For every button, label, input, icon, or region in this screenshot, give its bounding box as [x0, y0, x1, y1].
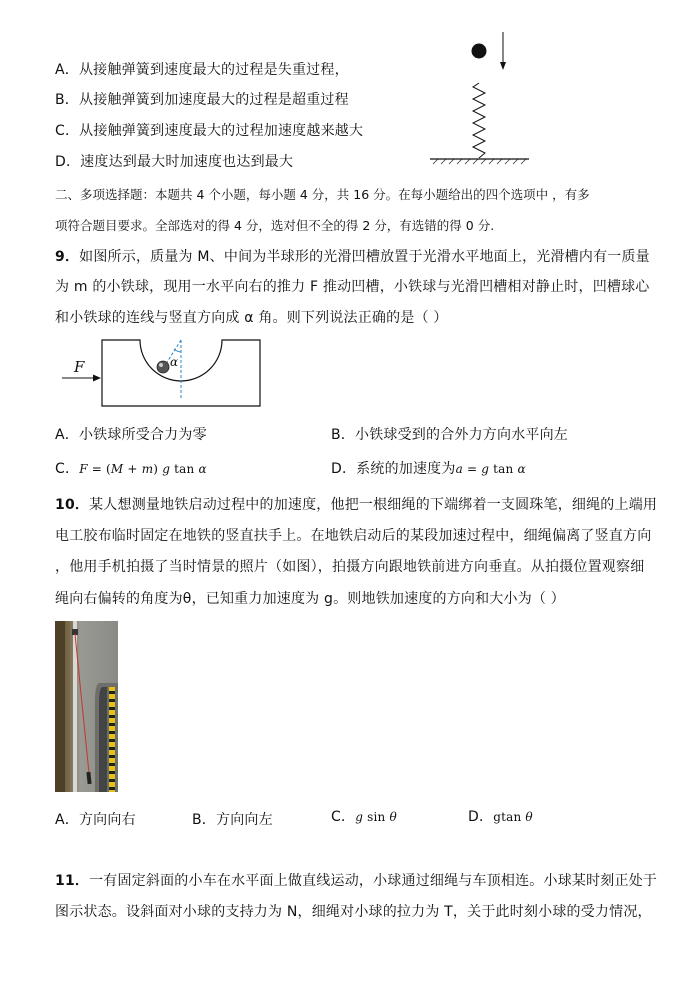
section-2-line-2: 项符合题目要求。全部选对的得 4 分，选对但不全的得 2 分，有选错的得 0 分. — [55, 218, 495, 233]
q11-line-1 — [55, 870, 657, 890]
q10-line-3: ，他用手机拍摄了当时情景的照片（如图），拍摄方向跟地铁前进方向垂直。从拍摄位置观察细 — [55, 559, 645, 575]
q10-option-b: B．方向向左 — [192, 812, 273, 828]
section-2-line-1: 二、多项选择题：本题共 4 个小题，每小题 4 分，共 16 分。在每小题给出的四个选项中 ，有多 — [55, 187, 590, 202]
q8-option-a: A．从接触弹簧到速度最大的过程是失重过程， — [55, 62, 349, 78]
fall-direction-arrow-head — [500, 62, 506, 70]
q10-line-2: 电工胶布临时固定在地铁的竖直扶手上。在地铁启动后的某段加速过程中，细绳偏离了竖直方向 — [55, 528, 652, 544]
subway-photo — [55, 621, 118, 792]
q9-option-c-prefix: C． — [55, 461, 80, 477]
angle-arc — [174, 349, 181, 352]
q8-option-c: C．从接触弹簧到速度最大的过程加速度越来越大 — [55, 123, 364, 139]
q10-option-c-prefix: C． — [331, 809, 356, 825]
falling-ball — [472, 44, 487, 59]
q8-option-b: B．从接触弹簧到加速度最大的过程是超重过程 — [55, 92, 349, 108]
iron-ball — [157, 361, 169, 373]
push-force-arrow-head — [93, 375, 101, 382]
ground-hatching — [433, 159, 526, 164]
q10-line-1 — [55, 494, 657, 514]
hazard-strip — [109, 687, 115, 792]
q10-line-4: 绳向右偏转的角度为θ，已知重力加速度为 g。则地铁加速度的方向和大小为（ ） — [55, 591, 565, 607]
iron-ball-highlight — [159, 363, 163, 367]
force-label: F — [74, 358, 85, 376]
q9-option-d-formula: a = g tan α — [455, 462, 526, 476]
door-seal — [99, 687, 107, 792]
q9-option-d-prefix: D．系统的加速度为 — [331, 461, 456, 477]
q9-number: 9． — [55, 249, 80, 265]
q10-option-a: A．方向向右 — [55, 812, 136, 828]
q11-number: 11． — [55, 873, 90, 889]
q9-line-1 — [55, 246, 650, 266]
q10-option-c — [331, 806, 397, 826]
q9-option-c-formula: F = (M + m) g tan α — [79, 462, 207, 476]
q10-number: 10． — [55, 497, 90, 513]
angle-label: α — [170, 355, 179, 369]
q9-line-3: 和小铁球的连线与竖直方向成 α 角。则下列说法正确的是（ ） — [55, 310, 448, 326]
q10-option-d-formula: gtan θ — [493, 810, 533, 824]
q10-text-1: 某人想测量地铁启动过程中的加速度，他把一根细绳的下端绑着一支圆珠笔，细绳的上端用 — [89, 497, 658, 513]
q11-text-1: 一有固定斜面的小车在水平面上做直线运动，小球通过细绳与车顶相连。小球某时刻正处于 — [89, 873, 658, 889]
spring — [473, 83, 485, 158]
spring-ball-figure — [425, 30, 535, 165]
photo-left-panel — [55, 621, 65, 792]
q8-option-d: D．速度达到最大时加速度也达到最大 — [55, 154, 294, 170]
q9-text-1: 如图所示，质量为 M、中间为半球形的光滑凹槽放置于光滑水平地面上，光滑槽内有一质量 — [79, 249, 650, 265]
q9-line-2: 为 m 的小铁球，现用一水平向右的推力 F 推动凹槽，小铁球与光滑凹槽相对静止时，凹槽球心 — [55, 279, 650, 295]
q9-option-d — [331, 458, 526, 478]
q9-option-c — [55, 458, 207, 478]
q9-option-a: A．小铁球所受合力为零 — [55, 427, 207, 443]
groove-figure — [60, 336, 270, 416]
q11-line-2: 图示状态。设斜面对小球的支持力为 N，细绳对小球的拉力为 T，关于此时刻小球的受力情况， — [55, 904, 652, 920]
q10-option-d — [468, 806, 533, 826]
q10-option-d-prefix: D． — [468, 809, 494, 825]
q9-option-b: B．小铁球受到的合外力方向水平向左 — [331, 427, 569, 443]
q10-option-c-formula: g sin θ — [355, 810, 397, 824]
